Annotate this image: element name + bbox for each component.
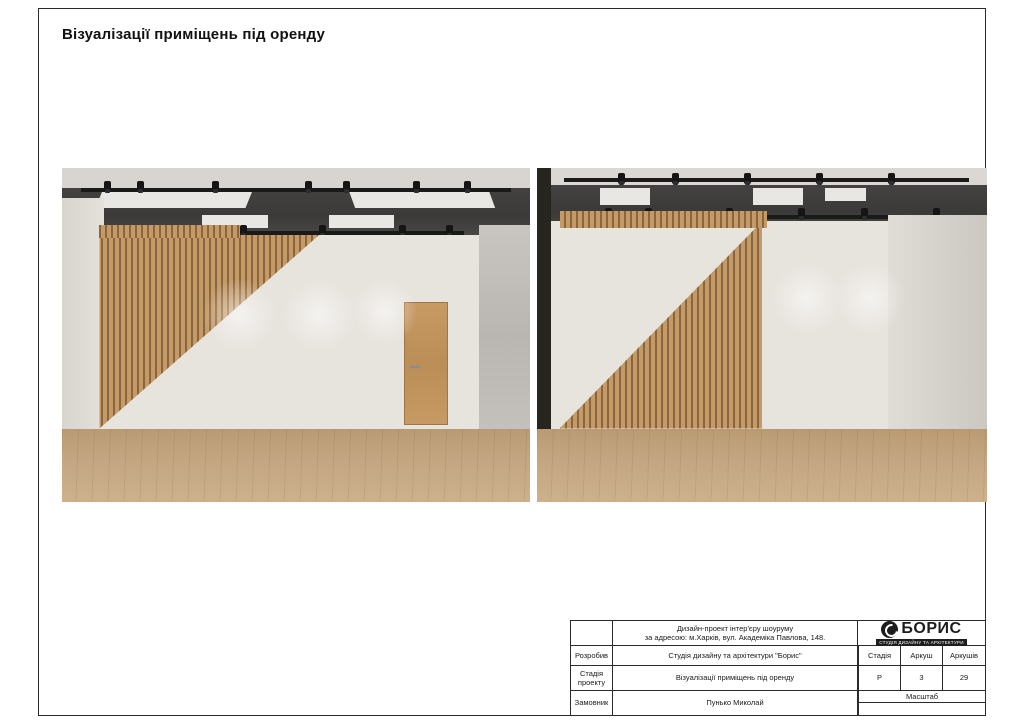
ceiling-edge-right — [537, 168, 987, 185]
door-handle — [409, 366, 421, 368]
side-wall-left — [62, 198, 104, 445]
stamp-value-sheet: 3 — [900, 666, 942, 691]
spotlight-icon — [137, 181, 144, 192]
spotlight-icon — [618, 173, 625, 184]
spotlight-icon — [343, 181, 350, 192]
stamp-header-sheet: Аркуш — [900, 646, 942, 666]
render-image-left — [62, 168, 530, 502]
spotlight-icon — [413, 181, 420, 192]
spotlight-icon — [212, 181, 219, 192]
boris-logo-icon — [881, 621, 898, 638]
ceiling-bay — [349, 191, 495, 208]
floor — [537, 429, 987, 502]
stamp-label-scale: Масштаб — [858, 691, 985, 703]
ceiling-bay — [825, 188, 866, 201]
ceiling-bay — [329, 215, 395, 228]
ceiling-edge-left — [62, 168, 530, 188]
stamp-value-stage: Візуалізації приміщень під оренду — [613, 666, 858, 691]
logo-subtitle: СТУДІЯ ДИЗАЙНУ ТА АРХІТЕКТУРИ — [876, 639, 966, 646]
spotlight-icon — [305, 181, 312, 192]
light-track — [81, 188, 512, 192]
render-image-right — [537, 168, 987, 502]
ceiling-bay — [600, 188, 650, 205]
stamp-label-developer: Розробив — [571, 646, 613, 666]
stamp-value-sheets: 29 — [942, 666, 985, 691]
studio-logo — [858, 621, 985, 646]
wood-trim — [560, 211, 767, 228]
project-line-2: за адресою: м.Харків, вул. Академіка Павлова, 148. — [644, 633, 826, 642]
stamp-value-scale — [858, 703, 985, 715]
stamp-header-stage: Стадія — [858, 646, 900, 666]
spotlight-icon — [104, 181, 111, 192]
stamp-label-customer: Замовник — [571, 691, 613, 715]
spotlight-icon — [798, 208, 805, 219]
wood-trim — [99, 225, 239, 238]
stamp-label-stage-line2: проекту — [577, 678, 606, 687]
spotlight-icon — [816, 173, 823, 184]
page-title: Візуалізації приміщень під оренду — [62, 26, 326, 43]
stamp-label-stage — [571, 666, 613, 691]
stamp-project-title — [613, 621, 858, 646]
spotlight-icon — [672, 173, 679, 184]
project-line-1: Дизайн-проект інтер'єру шоуруму — [676, 623, 794, 633]
spotlight-icon — [888, 173, 895, 184]
spotlight-icon — [744, 173, 751, 184]
stamp-header-sheets: Аркушів — [942, 646, 985, 666]
stamp-label-stage-line1: Стадія — [579, 668, 604, 678]
side-wall-right — [888, 215, 987, 429]
floor — [62, 429, 530, 502]
stamp-value-developer: Студія дизайну та архітектури "Борис" — [613, 646, 858, 666]
spotlight-icon — [861, 208, 868, 219]
door — [404, 302, 448, 426]
title-block — [570, 620, 986, 716]
stamp-blank-cell — [571, 621, 613, 646]
spotlight-icon — [464, 181, 471, 192]
stamp-value-stage-code: Р — [858, 666, 900, 691]
stamp-value-customer: Пунько Миколай — [613, 691, 858, 715]
ceiling-bay — [96, 191, 252, 208]
ceiling-bay — [753, 188, 803, 205]
concrete-column — [479, 225, 530, 445]
logo-wordmark: БОРИС — [901, 620, 962, 637]
